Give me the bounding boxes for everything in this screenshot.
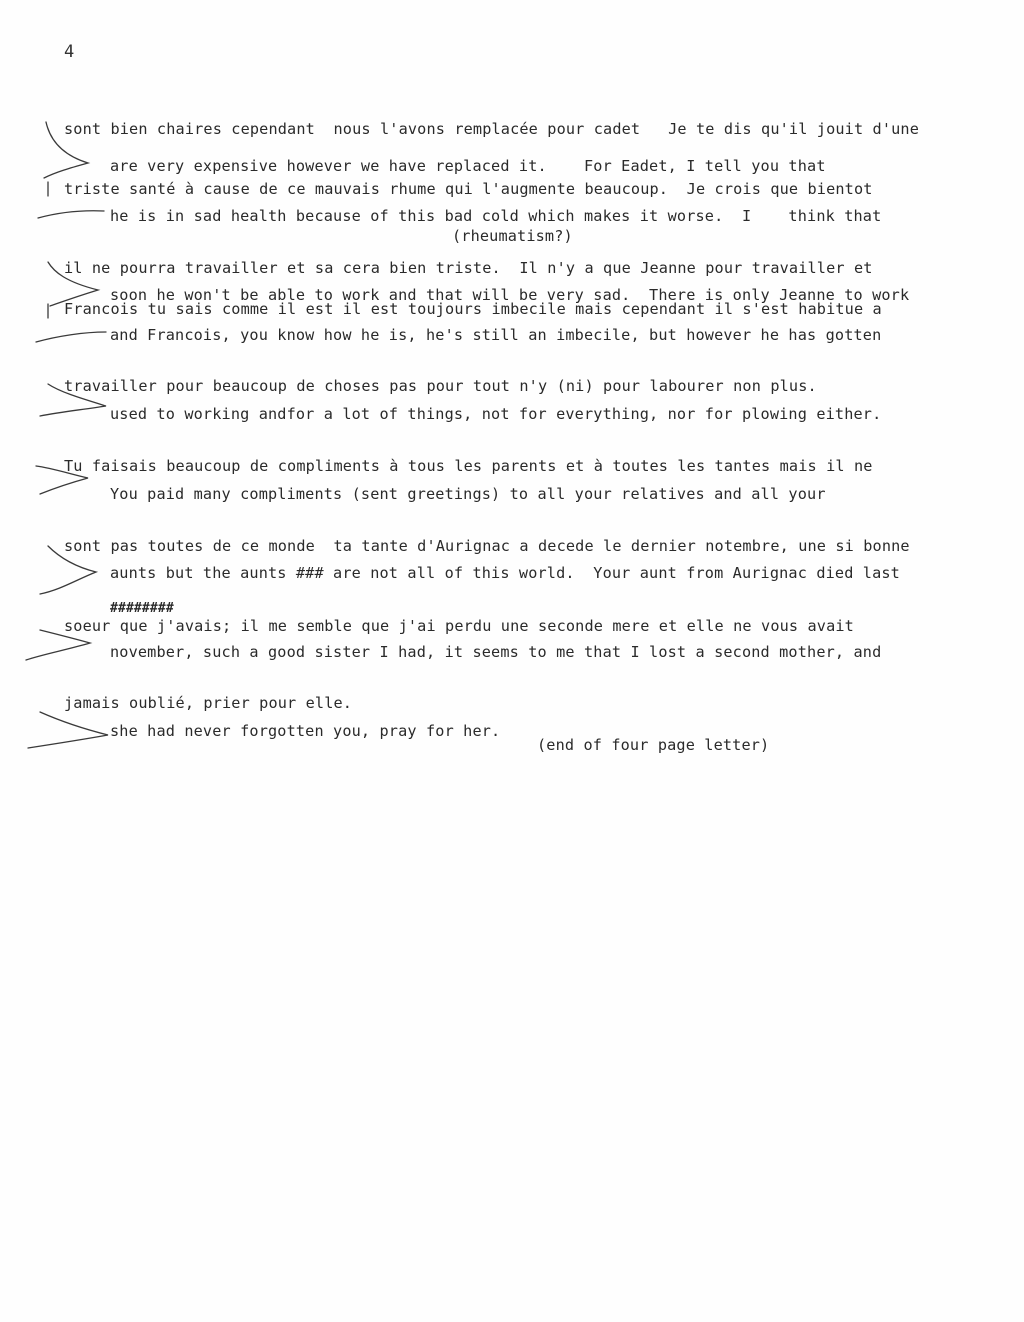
struck-out-word: ######## (110, 601, 174, 616)
english-line-3: soon he won't be able to work and that will be very sad. There is only Jeanne to work (110, 286, 910, 304)
margin-mark-9 (28, 712, 108, 748)
french-line-3: il ne pourra travailler et sa cera bien triste. Il n'y a que Jeanne pour travailler et (64, 259, 873, 277)
english-line-7: aunts but the aunts ### are not all of this world. Your aunt from Aurignac died last (110, 564, 900, 582)
french-line-9: jamais oublié, prier pour elle. (64, 694, 353, 712)
english-line-9: she had never forgotten you, pray for her. (110, 722, 501, 740)
english-line-1: are very expensive however we have replaced it. For Eadet, I tell you that (110, 157, 826, 175)
french-line-1: sont bien chaires cependant nous l'avons remplacée pour cadet Je te dis qu'il jouit d'une (64, 120, 920, 138)
french-line-8: soeur que j'avais; il me semble que j'ai perdu une seconde mere et elle ne vous avait (64, 617, 854, 635)
french-line-6: Tu faisais beaucoup de compliments à tous les parents et à toutes les tantes mais il ne (64, 457, 873, 475)
french-line-4: Francois tu sais comme il est il est toujours imbecile mais cependant il s'est habitue a (64, 300, 882, 318)
english-line-5: used to working andfor a lot of things, not for everything, nor for plowing either. (110, 405, 882, 423)
page-number: 4 (64, 42, 75, 62)
french-line-5: travailler pour beaucoup de choses pas pour tout n'y (ni) pour labourer non plus. (64, 377, 817, 395)
english-line-6: You paid many compliments (sent greetings) to all your relatives and all your (110, 485, 826, 503)
english-note-rheumatism: (rheumatism?) (452, 227, 573, 245)
french-line-2: triste santé à cause de ce mauvais rhume qui l'augmente beaucoup. Je crois que bientot (64, 180, 873, 198)
end-note: (end of four page letter) (537, 736, 770, 754)
french-line-7: sont pas toutes de ce monde ta tante d'Aurignac a decede le dernier notembre, une si bonne (64, 537, 910, 555)
english-line-4: and Francois, you know how he is, he's still an imbecile, but however he has gotten (110, 326, 882, 344)
english-line-2: he is in sad health because of this bad cold which makes it worse. I think that (110, 207, 882, 225)
english-line-8: november, such a good sister I had, it seems to me that I lost a second mother, and (110, 643, 882, 661)
